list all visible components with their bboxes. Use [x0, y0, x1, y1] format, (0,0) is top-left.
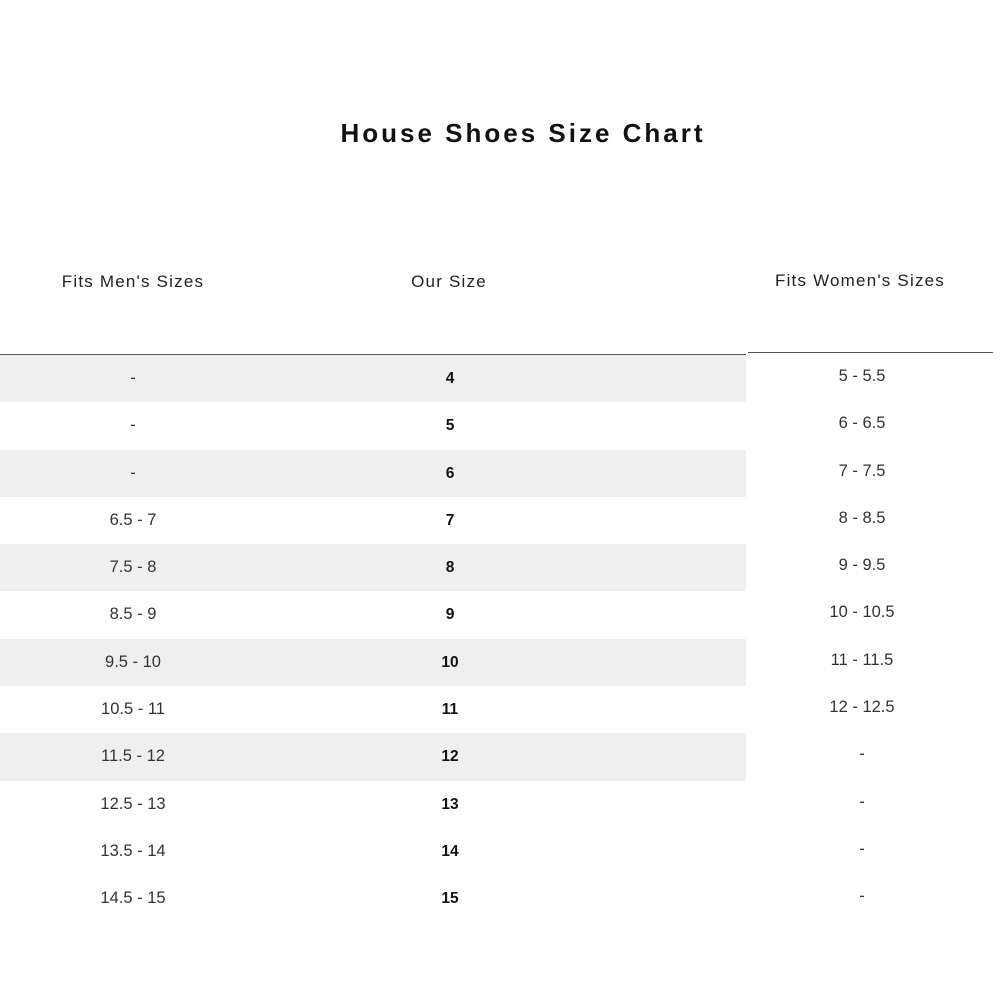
our-size-cell: 11 — [441, 701, 459, 719]
table-row — [0, 733, 1000, 780]
mens-size-cell: - — [130, 416, 136, 435]
table-row — [0, 686, 1000, 733]
womens-size-cell: 11 - 11.5 — [830, 650, 894, 669]
our-size-cell: 14 — [441, 842, 459, 860]
table-row — [0, 781, 1000, 828]
womens-size-cell: - — [859, 745, 865, 764]
table-row — [0, 591, 1000, 638]
our-size-cell: 12 — [441, 748, 459, 766]
table-row — [0, 450, 1000, 497]
womens-size-cell: 6 - 6.5 — [838, 414, 886, 433]
our-size-cell: 5 — [445, 417, 455, 435]
mens-size-cell: 14.5 - 15 — [100, 889, 166, 908]
table-row — [0, 402, 1000, 449]
mens-size-cell: - — [130, 463, 136, 482]
womens-size-cell: 5 - 5.5 — [838, 367, 886, 385]
page-title: House Shoes Size Chart — [340, 118, 706, 148]
column-header-mens-sizes: Fits Men's Sizes — [61, 272, 205, 291]
table-row — [0, 875, 1000, 922]
mens-size-cell: 10.5 - 11 — [101, 700, 165, 719]
mens-size-cell: - — [130, 369, 136, 387]
womens-size-cell: 10 - 10.5 — [829, 603, 895, 622]
size-table-body — [0, 355, 1000, 923]
column-header-womens-sizes: Fits Women's Sizes — [774, 271, 945, 290]
womens-size-cell: 8 - 8.5 — [838, 508, 886, 527]
our-size-cell: 9 — [445, 606, 455, 624]
our-size-cell: 10 — [441, 653, 459, 671]
our-size-cell: 8 — [445, 559, 455, 577]
table-row — [0, 639, 1000, 686]
womens-size-cell: - — [859, 792, 865, 811]
mens-size-cell: 6.5 - 7 — [109, 510, 157, 529]
table-row — [0, 355, 1000, 402]
table-row — [0, 497, 1000, 544]
table-row — [0, 544, 1000, 591]
our-size-cell: 13 — [441, 795, 459, 813]
our-size-cell: 15 — [441, 890, 459, 908]
table-row — [0, 828, 1000, 875]
our-size-cell: 7 — [445, 511, 455, 529]
our-size-cell: 6 — [445, 464, 455, 482]
mens-size-cell: 9.5 - 10 — [105, 652, 161, 671]
mens-size-cell: 8.5 - 9 — [109, 605, 157, 624]
mens-size-cell: 11.5 - 12 — [101, 747, 165, 766]
womens-size-cell: - — [859, 887, 865, 906]
womens-size-cell: - — [859, 839, 865, 858]
our-size-cell: 4 — [445, 370, 455, 387]
womens-size-cell: 7 - 7.5 — [838, 461, 886, 480]
womens-size-cell: 9 - 9.5 — [838, 556, 886, 575]
column-header-our-size: Our Size — [411, 272, 487, 291]
womens-size-cell: 12 - 12.5 — [829, 698, 895, 717]
mens-size-cell: 7.5 - 8 — [109, 558, 157, 577]
mens-size-cell: 12.5 - 13 — [100, 794, 166, 813]
mens-size-cell: 13.5 - 14 — [100, 841, 166, 860]
